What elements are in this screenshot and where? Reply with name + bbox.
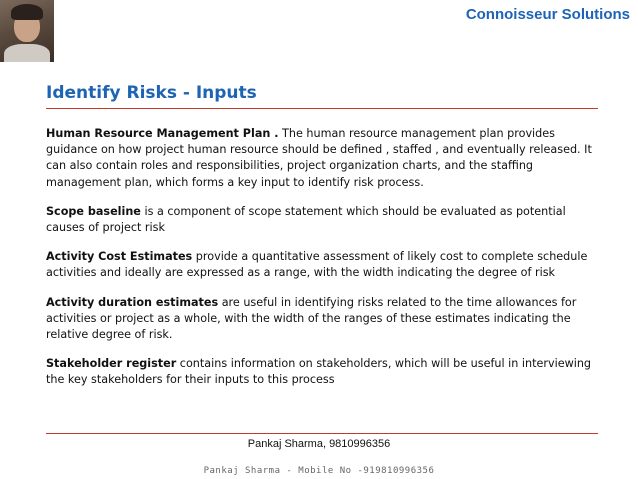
paragraph-term: Stakeholder register	[46, 357, 177, 371]
title-divider	[46, 108, 598, 109]
slide-content	[46, 126, 598, 402]
footer-contact: Pankaj Sharma, 9810996356	[247, 438, 391, 450]
paragraph-duration-estimates	[46, 295, 598, 344]
paragraph-text: The human resource management plan provides guidance on how project human resource should be defined , staffed , and eventually released. It can also contain roles and responsibilities, project organization charts, and the staffing management plan, which forms a key input to identify risk process.	[46, 127, 592, 189]
paragraph-text: are useful in identifying risks related to the time allowances for activities or project as a whole, with the width of the ranges of these estimates indicating the relative degree of risk.	[46, 295, 577, 342]
paragraph-term: Activity Cost Estimates	[46, 250, 193, 264]
paragraph-cost-estimates	[46, 249, 598, 281]
paragraph-scope-baseline	[46, 204, 598, 236]
paragraph-hr-plan	[46, 126, 598, 191]
paragraph-term: Human Resource Management Plan .	[46, 127, 279, 140]
photo-hair	[11, 4, 43, 20]
presenter-photo	[0, 0, 54, 62]
slide-title: Identify Risks - Inputs	[46, 83, 257, 103]
paragraph-term: Scope baseline	[46, 204, 141, 218]
paragraph-term: Activity duration estimates	[46, 295, 219, 309]
paragraph-text: provide a quantitative assessment of likely cost to complete schedule activities and ideally are expressed as a range, with the width indicating the degree of risk	[46, 250, 588, 280]
paragraph-text: contains information on stakeholders, which will be useful in interviewing the key stakeholders for their inputs to this process	[46, 357, 592, 387]
paragraph-text: is a component of scope statement which should be evaluated as potential causes of project risk	[46, 204, 566, 235]
footer-mobile: Pankaj Sharma - Mobile No -919810996356	[203, 466, 435, 476]
footer-divider	[46, 433, 598, 434]
photo-shirt	[4, 44, 50, 62]
paragraph-stakeholder-register	[46, 356, 598, 388]
company-name: Connoisseur Solutions	[465, 6, 630, 23]
